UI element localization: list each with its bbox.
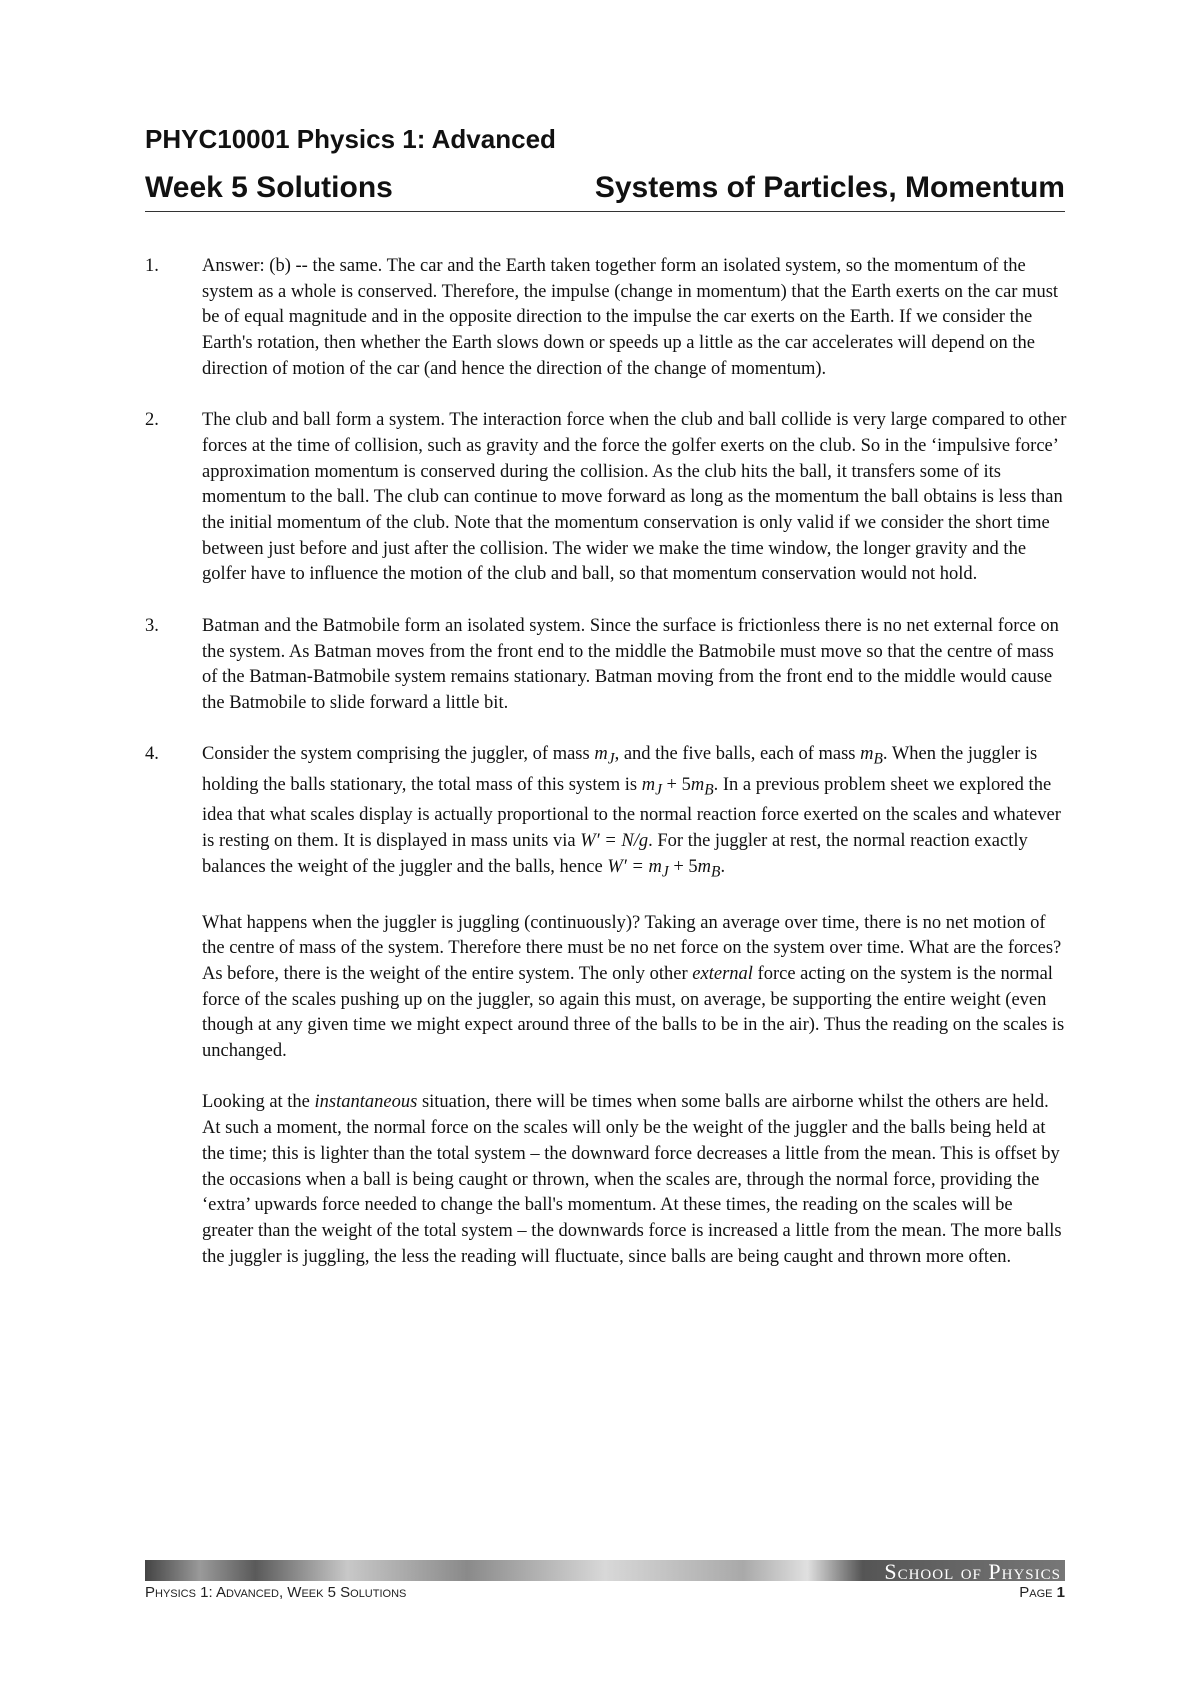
math-mb: $m_B$ <box>860 744 883 768</box>
page-number: Page 1 <box>1019 1584 1065 1601</box>
math-total-mass: $m_J + 5m_B$ <box>641 774 714 799</box>
solutions-list <box>145 254 1067 1296</box>
footer-title: Physics 1: Advanced, Week 5 Solutions <box>145 1584 407 1601</box>
text-run: situation, there will be times when some balls are airborne whilst the others are held. At such a moment, the normal force on the scales will only be the weight of the juggler and the balls being held at the time; this is lighter than the total system – the downward force decreases a little from the mean. This is offset by the occasions when a ball is being caught or thrown, when the scales are, through the normal force, providing the ‘extra’ upwards force needed to change the ball's momentum. At these times, the reading on the scales will be greater than the weight of the total system – the downwards force is increased a little from the mean. The more balls the juggler is juggling, the less the reading will fluctuate, since balls are being caught and thrown more often. <box>202 1092 1062 1267</box>
solution-number: 1. <box>145 256 159 276</box>
math-eq2: $W' = m_J + 5m_B$ <box>607 856 721 881</box>
text-run: . For the juggler at rest, the normal reaction exactly balances the weight of the juggler and the balls, hence <box>202 830 1028 877</box>
solution-paragraph-1 <box>202 742 1067 885</box>
solution-1 <box>145 254 1067 383</box>
topic-title: Systems of Particles, Momentum <box>594 171 1065 204</box>
emphasis: external <box>692 963 753 984</box>
text-run: . <box>720 856 726 877</box>
math-mj: $m_J$ <box>594 744 615 768</box>
text-run: Consider the system comprising the juggler, of mass <box>202 744 595 765</box>
footer-banner <box>145 1559 1065 1584</box>
text-run: Looking at the <box>202 1092 315 1113</box>
solution-number: 2. <box>145 410 159 431</box>
solution-3 <box>145 614 1067 717</box>
text-run: force acting on the system is the normal force of the scales pushing up on the juggler, so again this must, on average, be supporting the entire weight (even though at any given time we might expect around three of the balls to be in the air). Thus the reading on the scales is unchanged. <box>202 963 1065 1062</box>
solution-paragraph-2 <box>202 911 1067 1065</box>
solution-text: Batman and the Batmobile form an isolated system. Since the surface is frictionless there is no net external force on the system. As Batman moves from the front end to the middle the Batmobile must move so that the centre of mass of the Batman-Batmobile system remains stationary. Batman moving from the front end to the middle would cause the Batmobile to slide forward a little bit. <box>202 615 1059 713</box>
solution-number: 4. <box>145 744 159 765</box>
text-run: . When the juggler is holding the balls stationary, the total mass of this system is <box>202 744 1038 795</box>
solution-text: Answer: (b) -- the same. The car and the Earth taken together form an isolated system, so the momentum of the system as a whole is conserved. Therefore, the impulse (change in momentum) that the Earth exerts on the car must be of equal magnitude and in the opposite direction to the impulse the car exerts on the Earth. If we consider the Earth's rotation, then whether the Earth slows down or speeds up a little as the car accelerates will depend on the direction of motion of the car (and hence the direction of the change of momentum). <box>202 256 1059 379</box>
math-eq1: W′ = N/g <box>580 830 649 851</box>
text-run: , and the five balls, each of mass <box>614 744 861 765</box>
course-title: PHYC10001 Physics 1: Advanced <box>145 124 556 154</box>
solution-text: The club and ball form a system. The interaction force when the club and ball collide is very large compared to other forces at the time of collision, such as gravity and the force the golfer exerts on the club. So in the ‘impulsive force’ approximation momentum is conserved during the collision. As the club hits the ball, it transfers some of its momentum to the ball. The club can continue to move forward as long as the momentum the ball obtains is less than the initial momentum of the club. Note that the momentum conservation is only valid if we consider the short time between just before and just after the collision. The wider we make the time window, the longer gravity and the golfer have to influence the motion of the club and ball, so that momentum conservation would not hold. <box>202 410 1067 585</box>
week-header <box>145 171 1065 212</box>
solution-paragraph-3 <box>202 1090 1067 1270</box>
emphasis: instantaneous <box>314 1092 418 1113</box>
solution-number: 3. <box>145 615 159 636</box>
text-run: . In a previous problem sheet we explored the idea that what scales display is actually proportional to the normal reaction force exerted on the scales and whatever is resting on them. It is displayed in mass units via <box>202 774 1061 851</box>
solution-2 <box>145 408 1067 588</box>
solution-4 <box>145 742 1067 1270</box>
text-run: What happens when the juggler is juggling (continuously)? Taking an average over time, there is no net motion of the centre of mass of the system. Therefore there must be no net force on the system over time. What are the forces? As before, there is the weight of the entire system. The only other <box>202 912 1062 984</box>
week-title: Week 5 Solutions <box>145 171 393 204</box>
school-logo-text: School of Physics <box>884 1559 1061 1584</box>
